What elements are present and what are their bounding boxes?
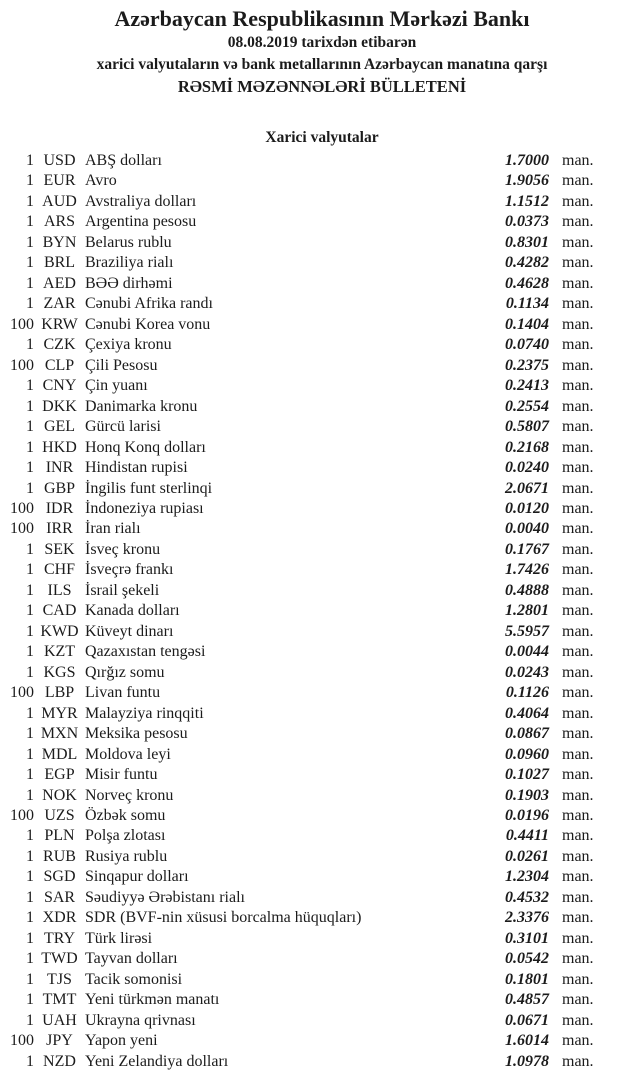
unit-cell: man. — [562, 356, 594, 374]
rate-value-cell: 0.1801 — [505, 970, 549, 988]
rate-row — [0, 1031, 620, 1051]
unit-cell: man. — [562, 950, 594, 968]
currency-code-cell: KWD — [40, 622, 79, 640]
bulletin-header — [24, 6, 620, 98]
rate-value-cell: 0.0740 — [505, 336, 549, 354]
quantity-cell: 1 — [26, 1011, 34, 1029]
quantity-cell: 1 — [26, 172, 34, 190]
currency-code-cell: RUB — [43, 847, 76, 865]
currency-name-cell: Tacik somonisi — [85, 970, 183, 988]
currency-code-cell: CNY — [42, 377, 77, 395]
currency-code-cell: EGP — [44, 766, 75, 784]
quantity-cell: 1 — [26, 561, 34, 579]
rate-value-cell: 0.2554 — [505, 397, 549, 415]
unit-cell: man. — [562, 1032, 594, 1050]
unit-cell: man. — [562, 192, 594, 210]
rate-value-cell: 0.3101 — [505, 929, 549, 947]
currency-code-cell: PLN — [44, 827, 75, 845]
currency-name-cell: Qırğız somu — [85, 663, 165, 681]
currency-name-cell: Cənubi Afrika randı — [85, 295, 213, 313]
rate-value-cell: 0.0240 — [505, 459, 549, 477]
currency-name-cell: Misir funtu — [85, 766, 158, 784]
currency-code-cell: CHF — [43, 561, 76, 579]
rate-row — [0, 847, 620, 867]
unit-cell: man. — [562, 459, 594, 477]
unit-cell: man. — [562, 295, 594, 313]
rate-value-cell: 1.7426 — [505, 561, 549, 579]
currency-name-cell: Malayziya rinqqiti — [85, 704, 204, 722]
unit-cell: man. — [562, 991, 594, 1009]
unit-cell: man. — [562, 172, 594, 190]
rate-value-cell: 1.2304 — [505, 868, 549, 886]
quantity-cell: 1 — [26, 1052, 34, 1070]
rate-row — [0, 1052, 620, 1072]
subtitle-line: xarici valyutaların və bank metallarının Azərbaycan manatına qarşı — [96, 56, 548, 73]
rate-row — [0, 171, 620, 191]
unit-cell: man. — [562, 868, 594, 886]
rate-value-cell: 2.0671 — [505, 479, 549, 497]
currency-name-cell: Ukrayna qrivnası — [85, 1011, 196, 1029]
bank-name: Azərbaycan Respublikasının Mərkəzi Bankı — [114, 6, 530, 31]
unit-cell: man. — [562, 499, 594, 517]
currency-code-cell: USD — [43, 152, 76, 169]
quantity-cell: 1 — [26, 827, 34, 845]
currency-code-cell: EUR — [43, 172, 76, 190]
currency-code-cell: NZD — [43, 1052, 76, 1070]
unit-cell: man. — [562, 377, 594, 395]
quantity-cell: 1 — [26, 274, 34, 292]
currency-code-cell: INR — [45, 459, 74, 477]
currency-code-cell: IDR — [45, 499, 74, 517]
quantity-cell: 1 — [26, 888, 34, 906]
quantity-cell: 1 — [26, 479, 34, 497]
currency-code-cell: CZK — [43, 336, 76, 354]
rate-row — [0, 499, 620, 519]
rate-value-cell: 0.1767 — [505, 540, 549, 558]
currency-name-cell: BƏƏ dirhəmi — [85, 274, 173, 292]
currency-code-cell: SEK — [44, 540, 75, 558]
rate-value-cell: 0.0044 — [505, 643, 549, 661]
rate-value-cell: 5.5957 — [505, 622, 549, 640]
quantity-cell: 1 — [26, 643, 34, 661]
currency-name-cell: Tayvan dolları — [85, 950, 178, 968]
rate-value-cell: 0.0261 — [505, 847, 549, 865]
quantity-cell: 1 — [26, 991, 34, 1009]
rate-value-cell: 0.1027 — [505, 766, 549, 784]
rate-value-cell: 0.4857 — [505, 991, 549, 1009]
rate-row — [0, 826, 620, 846]
quantity-cell: 1 — [26, 602, 34, 620]
rate-value-cell: 0.4282 — [505, 254, 549, 272]
effective-date-line: 08.08.2019 tarixdən etibarən — [227, 34, 417, 51]
rate-row — [0, 151, 620, 171]
unit-cell: man. — [562, 786, 594, 804]
rates-table — [0, 151, 620, 1072]
rate-value-cell: 0.8301 — [505, 233, 549, 251]
rate-row — [0, 704, 620, 724]
unit-cell: man. — [562, 684, 594, 702]
quantity-cell: 100 — [10, 356, 34, 374]
quantity-cell: 1 — [26, 377, 34, 395]
unit-cell: man. — [562, 766, 594, 784]
rate-row — [0, 683, 620, 703]
currency-name-cell: Sinqapur dolları — [85, 868, 189, 886]
rate-row — [0, 212, 620, 232]
unit-cell: man. — [562, 254, 594, 272]
currency-name-cell: Küveyt dinarı — [85, 622, 174, 640]
rate-row — [0, 376, 620, 396]
currency-name-cell: Danimarka kronu — [85, 397, 198, 415]
rate-row — [0, 786, 620, 806]
currency-code-cell: KZT — [43, 643, 76, 661]
quantity-cell: 1 — [26, 213, 34, 231]
rate-row — [0, 233, 620, 253]
quantity-cell: 1 — [26, 192, 34, 210]
currency-code-cell: TRY — [43, 929, 76, 947]
quantity-cell: 1 — [26, 704, 34, 722]
unit-cell: man. — [562, 704, 594, 722]
currency-name-cell: Gürcü larisi — [85, 418, 161, 436]
rate-value-cell: 0.0243 — [505, 663, 549, 681]
currency-code-cell: MXN — [40, 725, 79, 743]
rate-value-cell: 0.4064 — [505, 704, 549, 722]
currency-name-cell: Türk lirəsi — [85, 929, 153, 947]
currency-name-cell: Norveç kronu — [85, 786, 174, 804]
currency-code-cell: TWD — [41, 950, 78, 968]
rate-value-cell: 0.1903 — [505, 786, 549, 804]
rate-row — [0, 622, 620, 642]
currency-code-cell: ZAR — [43, 295, 76, 313]
unit-cell: man. — [562, 663, 594, 681]
currency-code-cell: BYN — [42, 233, 77, 251]
currency-name-cell: Livan funtu — [85, 684, 161, 702]
rate-value-cell: 0.0960 — [505, 745, 549, 763]
rate-row — [0, 990, 620, 1010]
quantity-cell: 100 — [10, 1032, 34, 1050]
rate-row — [0, 417, 620, 437]
quantity-cell: 100 — [10, 499, 34, 517]
unit-cell: man. — [562, 745, 594, 763]
currency-name-cell: Özbək somu — [85, 807, 166, 824]
currency-code-cell: AED — [43, 274, 76, 292]
rate-value-cell: 1.9056 — [505, 172, 549, 190]
unit-cell: man. — [562, 909, 594, 927]
unit-cell: man. — [562, 540, 594, 558]
unit-cell: man. — [562, 438, 594, 456]
currency-name-cell: Moldova leyi — [85, 745, 171, 763]
unit-cell: man. — [562, 602, 594, 620]
rate-value-cell: 0.0671 — [505, 1011, 549, 1029]
currency-name-cell: Kanada dolları — [85, 602, 180, 620]
unit-cell: man. — [562, 929, 594, 947]
currency-code-cell: JPY — [46, 1032, 73, 1050]
unit-cell: man. — [562, 561, 594, 579]
rate-row — [0, 335, 620, 355]
quantity-cell: 1 — [26, 786, 34, 804]
currency-code-cell: HKD — [42, 438, 77, 456]
currency-code-cell: GEL — [43, 418, 76, 436]
rate-row — [0, 888, 620, 908]
currency-code-cell: MDL — [41, 745, 78, 763]
rate-row — [0, 540, 620, 560]
rate-row — [0, 356, 620, 376]
rate-value-cell: 0.1134 — [505, 295, 549, 313]
currency-name-cell: Meksika pesosu — [85, 725, 188, 743]
unit-cell: man. — [562, 847, 594, 865]
quantity-cell: 1 — [26, 663, 34, 681]
rate-row — [0, 315, 620, 335]
currency-code-cell: BRL — [43, 254, 76, 272]
rate-value-cell: 1.7000 — [505, 152, 549, 169]
currency-code-cell: ILS — [47, 581, 72, 599]
unit-cell: man. — [562, 643, 594, 661]
rate-value-cell: 0.0542 — [505, 950, 549, 968]
rate-row — [0, 663, 620, 683]
currency-name-cell: Yeni türkmən manatı — [85, 991, 220, 1009]
quantity-cell: 1 — [26, 950, 34, 968]
rate-value-cell: 0.2168 — [505, 438, 549, 456]
currency-code-cell: CAD — [42, 602, 77, 620]
quantity-cell: 1 — [26, 970, 34, 988]
unit-cell: man. — [562, 725, 594, 743]
currency-code-cell: ARS — [43, 213, 76, 231]
rate-row — [0, 929, 620, 949]
currency-code-cell: TJS — [47, 970, 72, 988]
quantity-cell: 1 — [26, 909, 34, 927]
currency-name-cell: Səudiyyə Ərəbistanı rialı — [85, 888, 245, 906]
unit-cell: man. — [562, 152, 594, 169]
rate-value-cell: 0.2375 — [505, 356, 549, 374]
currency-name-cell: SDR (BVF-nin xüsusi borcalma hüquqları) — [85, 909, 362, 927]
currency-name-cell: Braziliya rialı — [85, 254, 174, 272]
currency-name-cell: Çin yuanı — [85, 377, 148, 395]
currency-code-cell: IRR — [46, 520, 73, 538]
unit-cell: man. — [562, 622, 594, 640]
currency-name-cell: Avro — [85, 172, 117, 190]
unit-cell: man. — [562, 827, 594, 845]
rate-value-cell: 0.0867 — [505, 725, 549, 743]
quantity-cell: 1 — [26, 622, 34, 640]
rate-row — [0, 438, 620, 458]
unit-cell: man. — [562, 1011, 594, 1029]
rate-value-cell: 0.4532 — [505, 888, 549, 906]
currency-code-cell: DKK — [42, 397, 77, 415]
quantity-cell: 1 — [26, 540, 34, 558]
currency-code-cell: XDR — [42, 909, 77, 927]
rate-row — [0, 908, 620, 928]
quantity-cell: 1 — [26, 847, 34, 865]
rate-value-cell: 0.5807 — [505, 418, 549, 436]
currency-name-cell: Qazaxıstan tengəsi — [85, 643, 206, 661]
unit-cell: man. — [562, 213, 594, 231]
rate-value-cell: 1.1512 — [505, 192, 549, 210]
currency-code-cell: SAR — [43, 888, 76, 906]
quantity-cell: 1 — [26, 233, 34, 251]
rate-value-cell: 0.0373 — [505, 213, 549, 231]
rate-value-cell: 1.0978 — [505, 1052, 549, 1070]
currency-name-cell: Yeni Zelandiya dolları — [85, 1052, 229, 1070]
unit-cell: man. — [562, 397, 594, 415]
currency-name-cell: Argentina pesosu — [85, 213, 197, 231]
quantity-cell: 1 — [26, 581, 34, 599]
currency-name-cell: Yapon yeni — [85, 1032, 158, 1050]
quantity-cell: 1 — [26, 929, 34, 947]
quantity-cell: 1 — [26, 295, 34, 313]
quantity-cell: 100 — [10, 807, 34, 824]
quantity-cell: 1 — [26, 152, 34, 169]
rate-row — [0, 274, 620, 294]
rate-row — [0, 294, 620, 314]
quantity-cell: 1 — [26, 418, 34, 436]
rate-row — [0, 806, 620, 826]
quantity-cell: 1 — [26, 459, 34, 477]
unit-cell: man. — [562, 581, 594, 599]
unit-cell: man. — [562, 336, 594, 354]
currency-name-cell: Polşa zlotası — [85, 827, 166, 845]
quantity-cell: 1 — [26, 336, 34, 354]
rate-value-cell: 0.2413 — [505, 377, 549, 395]
rate-row — [0, 724, 620, 744]
currency-name-cell: Hindistan rupisi — [85, 459, 188, 477]
rate-value-cell: 0.1404 — [505, 315, 549, 333]
currency-code-cell: KRW — [41, 315, 78, 333]
rate-value-cell: 1.6014 — [505, 1032, 549, 1050]
unit-cell: man. — [562, 233, 594, 251]
rate-row — [0, 458, 620, 478]
rate-row — [0, 642, 620, 662]
rate-row — [0, 745, 620, 765]
currency-code-cell: AUD — [42, 192, 77, 210]
currency-name-cell: İran rialı — [85, 520, 141, 538]
currency-code-cell: TMT — [42, 991, 77, 1009]
rate-row — [0, 765, 620, 785]
quantity-cell: 1 — [26, 438, 34, 456]
rate-row — [0, 397, 620, 417]
rate-value-cell: 0.1126 — [505, 684, 549, 702]
currency-code-cell: UAH — [42, 1011, 77, 1029]
currency-code-cell: CLP — [44, 356, 75, 374]
currency-name-cell: ABŞ dolları — [85, 152, 162, 169]
currency-name-cell: İngilis funt sterlinqi — [85, 479, 213, 497]
unit-cell: man. — [562, 1052, 594, 1070]
quantity-cell: 1 — [26, 766, 34, 784]
currency-code-cell: NOK — [42, 786, 77, 804]
quantity-cell: 1 — [26, 868, 34, 886]
rate-row — [0, 867, 620, 887]
quantity-cell: 1 — [26, 254, 34, 272]
rate-row — [0, 949, 620, 969]
rate-row — [0, 479, 620, 499]
quantity-cell: 1 — [26, 397, 34, 415]
bulletin-title: RƏSMİ MƏZƏNNƏLƏRİ BÜLLETENİ — [177, 77, 467, 96]
currency-code-cell: UZS — [44, 807, 75, 824]
quantity-cell: 100 — [10, 684, 34, 702]
rate-value-cell: 0.0196 — [505, 807, 549, 824]
currency-name-cell: Avstraliya dolları — [85, 192, 197, 210]
quantity-cell: 1 — [26, 725, 34, 743]
unit-cell: man. — [562, 274, 594, 292]
rate-row — [0, 253, 620, 273]
currency-name-cell: Çili Pesosu — [85, 356, 158, 374]
rate-row — [0, 192, 620, 212]
rate-row — [0, 601, 620, 621]
currency-name-cell: Çexiya kronu — [85, 336, 172, 354]
currency-name-cell: İsveç kronu — [85, 540, 161, 558]
currency-name-cell: İsveçrə frankı — [85, 561, 174, 579]
unit-cell: man. — [562, 479, 594, 497]
currency-code-cell: GBP — [43, 479, 76, 497]
unit-cell: man. — [562, 807, 594, 824]
quantity-cell: 100 — [10, 315, 34, 333]
currency-code-cell: LBP — [44, 684, 75, 702]
rate-row — [0, 970, 620, 990]
currency-name-cell: Belarus rublu — [85, 233, 172, 251]
rate-row — [0, 581, 620, 601]
unit-cell: man. — [562, 970, 594, 988]
unit-cell: man. — [562, 520, 594, 538]
currency-code-cell: MYR — [41, 704, 78, 722]
quantity-cell: 100 — [10, 520, 34, 538]
unit-cell: man. — [562, 418, 594, 436]
currency-name-cell: Honq Konq dolları — [85, 438, 206, 456]
unit-cell: man. — [562, 315, 594, 333]
quantity-cell: 1 — [26, 745, 34, 763]
rate-value-cell: 2.3376 — [505, 909, 549, 927]
rate-row — [0, 560, 620, 580]
rate-row — [0, 1011, 620, 1031]
currency-name-cell: Cənubi Korea vonu — [85, 315, 211, 333]
currency-name-cell: İsrail şekeli — [85, 581, 160, 599]
unit-cell: man. — [562, 888, 594, 906]
currency-code-cell: KGS — [43, 663, 76, 681]
section-title-foreign-currencies: Xarici valyutalar — [265, 129, 379, 146]
rate-value-cell: 0.4628 — [505, 274, 549, 292]
rate-value-cell: 0.0120 — [505, 499, 549, 517]
currency-name-cell: Rusiya rublu — [85, 847, 168, 865]
rate-value-cell: 0.4411 — [505, 827, 549, 845]
rate-value-cell: 1.2801 — [505, 602, 549, 620]
rate-value-cell: 0.4888 — [505, 581, 549, 599]
currency-name-cell: İndoneziya rupiası — [85, 499, 204, 517]
rate-value-cell: 0.0040 — [505, 520, 549, 538]
rate-row — [0, 519, 620, 539]
currency-code-cell: SGD — [43, 868, 76, 886]
